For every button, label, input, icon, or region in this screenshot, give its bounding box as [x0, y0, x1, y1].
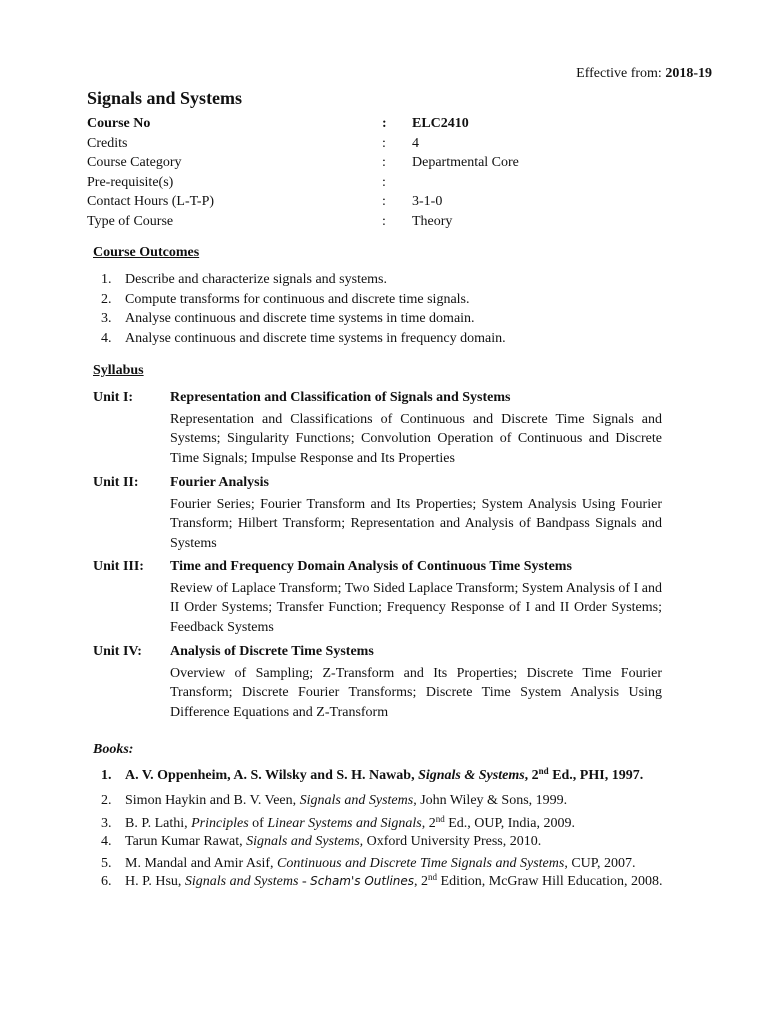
list-item — [101, 290, 701, 310]
unit-label: Unit IV: — [93, 644, 142, 659]
info-row-category — [87, 153, 687, 173]
list-number: 5. — [101, 856, 112, 871]
outcomes-list — [101, 270, 701, 348]
list-text: Compute transforms for continuous and discrete time signals. — [125, 291, 470, 307]
book-authors: H. P. Hsu, — [125, 874, 185, 889]
info-colon: : — [382, 194, 386, 209]
list-number: 1. — [101, 272, 112, 287]
effective-label: Effective from: — [576, 66, 662, 81]
book-sup: nd — [428, 872, 438, 882]
unit-label: Unit I: — [93, 390, 134, 405]
info-label: Credits — [87, 135, 128, 151]
book-title-connector: of — [248, 816, 268, 831]
list-number: 2. — [101, 291, 112, 307]
list-number: 6. — [101, 874, 112, 889]
list-number: 3. — [101, 311, 112, 326]
list-item — [101, 270, 701, 290]
info-value: 4 — [412, 135, 419, 151]
book-authors: Simon Haykin and B. V. Veen, — [125, 793, 300, 808]
list-item — [101, 329, 701, 349]
book-publisher: Ed., OUP, India, 2009. — [444, 816, 576, 831]
unit-body: Review of Laplace Transform; Two Sided Laplace Transform; System Analysis of I and II Order Systems; Transfer Function; Frequency Response of I and II Order Systems; Feedback Systems — [170, 580, 662, 635]
book-item — [101, 872, 663, 891]
info-value: Departmental Core — [412, 155, 519, 170]
unit-body: Overview of Sampling; Z-Transform and Its Properties; Discrete Time Fourier Transform; Discrete Fourier Transforms; Discrete Time System Analysis Using Difference Equations and Z-Transform — [170, 665, 662, 720]
unit-body: Representation and Classifications of Continuous and Discrete Time Signals and Systems; Singularity Functions; Convolution Operation of Continuous and Discrete Time Signals; Impulse Response and Its Properties — [170, 411, 662, 466]
list-number: 4. — [101, 834, 112, 849]
book-edition: , 2 — [524, 768, 539, 783]
book-authors: Tarun Kumar Rawat, — [125, 834, 247, 849]
book-publisher: Oxford University Press, 2010. — [363, 834, 542, 849]
info-label: Course Category — [87, 155, 182, 170]
book-authors: A. V. Oppenheim, A. S. Wilsky and S. H. Nawab, — [125, 768, 419, 783]
outcomes-heading: Course Outcomes — [93, 245, 200, 260]
list-number: 2. — [101, 793, 112, 808]
book-publisher: , John Wiley & Sons, 1999. — [413, 793, 568, 808]
info-label: Pre-requisite(s) — [87, 174, 174, 190]
list-text: Describe and characterize signals and systems. — [125, 272, 388, 287]
info-label: Contact Hours (L-T-P) — [87, 194, 215, 209]
book-title: Signals and Systems, — [246, 834, 364, 849]
book-title: Principles — [191, 816, 249, 831]
unit-label: Unit II: — [93, 475, 139, 490]
book-title-2: Scham's Outlines — [310, 874, 415, 888]
course-info-table — [87, 114, 687, 231]
book-sup: nd — [435, 814, 445, 824]
book-title: Signals and Systems — [299, 793, 414, 808]
book-title: Continuous and Discrete Time Signals and Systems — [277, 856, 565, 871]
book-publisher: Ed., PHI, 1997. — [548, 768, 644, 783]
book-edition: , 2 — [421, 816, 436, 831]
info-row-credits — [87, 134, 687, 154]
books-heading: Books: — [93, 742, 134, 757]
info-colon: : — [382, 155, 386, 170]
info-colon: : — [382, 116, 387, 131]
book-item — [101, 832, 541, 851]
info-colon: : — [382, 213, 386, 229]
course-title: Signals and Systems — [87, 88, 243, 108]
book-item — [101, 766, 643, 785]
info-value: Theory — [412, 213, 453, 229]
info-value: 3-1-0 — [412, 194, 443, 209]
unit-title: Representation and Classification of Signals and Systems — [170, 390, 511, 405]
list-text: Analyse continuous and discrete time systems in time domain. — [125, 311, 475, 326]
effective-value: 2018-19 — [665, 66, 712, 81]
book-authors: B. P. Lathi, — [125, 816, 192, 831]
info-value: ELC2410 — [412, 116, 469, 131]
list-item — [101, 309, 701, 329]
info-label: Type of Course — [87, 213, 174, 229]
info-row-course-type — [87, 212, 687, 232]
list-number: 4. — [101, 330, 112, 346]
info-colon: : — [382, 135, 386, 151]
book-item — [101, 814, 575, 833]
list-number: 1. — [101, 768, 112, 783]
list-text: Analyse continuous and discrete time systems in frequency domain. — [125, 330, 506, 346]
book-item — [101, 854, 636, 873]
info-label: Course No — [87, 116, 151, 131]
book-title: Signals & Systems — [418, 768, 525, 783]
unit-label: Unit III: — [93, 559, 144, 574]
book-title: Signals and Systems - — [184, 874, 311, 889]
unit-body: Fourier Series; Fourier Transform and Its Properties; System Analysis Using Fourier Transform; Hilbert Transform; Representation and Analysis of Bandpass Signals and Systems — [170, 496, 662, 551]
info-row-course-no — [87, 114, 687, 134]
book-edition: , 2 — [414, 874, 429, 889]
unit-title: Analysis of Discrete Time Systems — [170, 644, 374, 659]
effective-from — [576, 66, 712, 82]
unit-title: Fourier Analysis — [170, 475, 269, 490]
book-sup: nd — [538, 766, 549, 776]
unit-title: Time and Frequency Domain Analysis of Continuous Time Systems — [170, 559, 572, 574]
info-row-prerequisites — [87, 173, 687, 193]
info-row-contact-hours — [87, 192, 687, 212]
info-colon: : — [382, 174, 386, 190]
book-publisher: , CUP, 2007. — [564, 856, 636, 871]
book-title-2: Linear Systems and Signals — [267, 816, 422, 831]
book-publisher: Edition, McGraw Hill Education, 2008. — [437, 874, 663, 889]
list-number: 3. — [101, 816, 112, 831]
book-authors: M. Mandal and Amir Asif, — [125, 856, 278, 871]
book-item — [101, 791, 567, 810]
syllabus-heading: Syllabus — [93, 363, 144, 378]
